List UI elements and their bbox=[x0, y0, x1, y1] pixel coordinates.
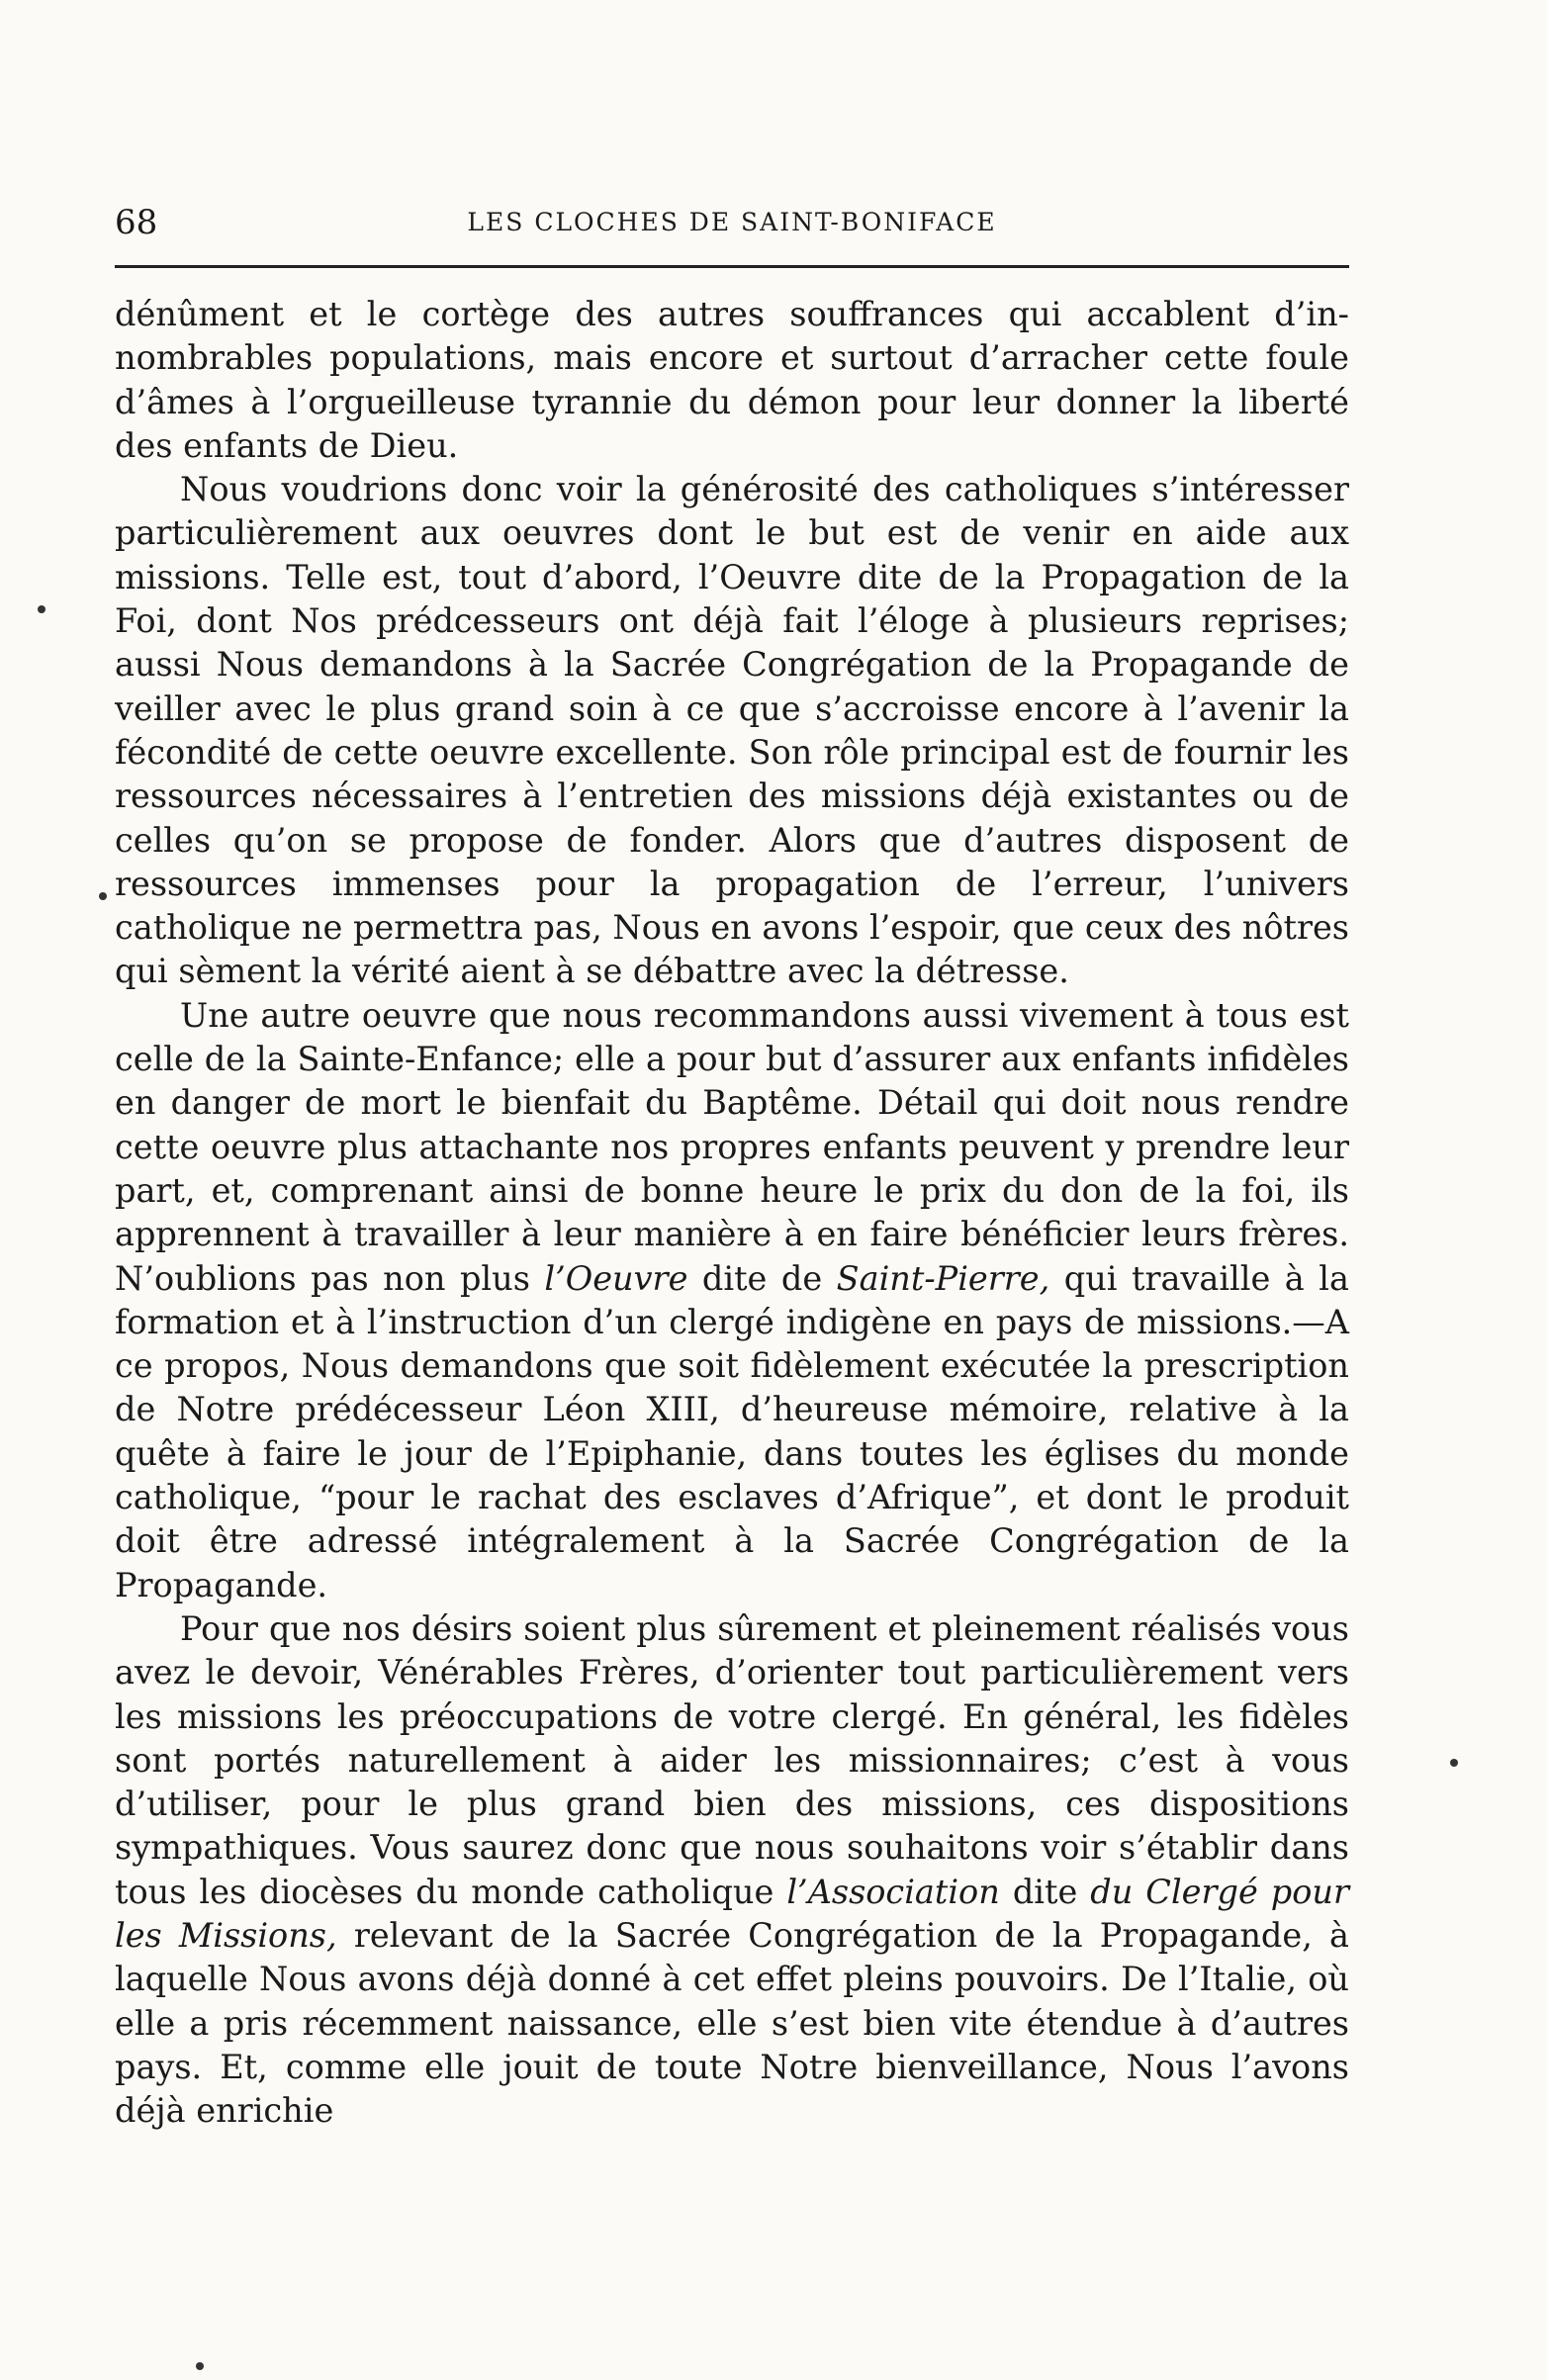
scan-speck bbox=[196, 2362, 204, 2370]
paragraph-4-text-c: relevant de la Sacrée Congrégation de la Propagande, à laquelle Nous avons déjà donné à cet effet pleins pouvoirs. De l’Italie, où elle a pris récemment naissance, elle s’est bien vite étendue à d’autres pays. Et, comme elle jouit de toute Notre bienveillance, Nous l’avons déjà enrichie bbox=[115, 1915, 1350, 2131]
paragraph-4-text-a: Pour que nos désirs soient plus sûrement et pleinement réalisés vous avez le devoir, Vénérables Frères, d’orienter tout particulièrement vers les missions les préoccupations de votre clergé. En général, les fidèles sont portés naturellement à aider les missionnaires; c’est à vous d’utiliser, pour le plus grand bien des missions, ces dispositions sympathiques. Vous saurez donc que nous souhaitons voir s’établir dans tous les diocèses du monde catholique bbox=[115, 1608, 1349, 1911]
page-number: 68 bbox=[115, 203, 158, 242]
paragraph-4 bbox=[115, 1607, 1349, 2134]
running-title: LES CLOCHES DE SAINT-BONIFACE bbox=[467, 208, 997, 236]
oeuvre-italic: l’Oeuvre bbox=[544, 1258, 688, 1298]
scan-speck bbox=[1450, 1759, 1458, 1767]
clerge-missions-italic: du Clergé pour les Missions, bbox=[115, 1872, 1349, 1955]
paragraph-2 bbox=[115, 468, 1349, 994]
association-italic: l’Association bbox=[786, 1872, 1000, 1911]
paragraph-3 bbox=[115, 994, 1349, 1607]
paragraph-3-text-a: Une autre oeuvre que nous recommandons aussi vivement à tous est celle de la Sainte-Enfance; elle a pour but d’assurer aux enfants infidèles en danger de mort le bienfait du Baptême. Détail qui doit nous rendre cette oeuvre plus attachante nos propres enfants peuvent y prendre leur part, et, comprenant ainsi de bonne heure le prix du don de la foi, ils apprennent à travailler à leur manière à en faire bénéficier leurs frères. N’oublions pas non plus bbox=[115, 995, 1349, 1298]
paragraph-3-text-c: qui travaille à la formation et à l’instruction d’un clergé indigène en pays de missions.—A ce propos, Nous demandons que soit fidèlement exécutée la prescription de Notre prédécesseur Léon XIII, d’heureuse mémoire, relative à la quête à faire le jour de l’Epiphanie, dans toutes les églises du monde catholique, “pour le rachat des esclaves d’Afrique”, et dont le produit doit être adressé intégralement à la Sacrée Congrégation de la Propagande. bbox=[115, 1258, 1349, 1604]
paragraph-1-text: dénûment et le cortège des autres souffrances qui accablent d’innombrables populations, mais encore et surtout d’arracher cette foule d’âmes à l’orgueilleuse tyrannie du démon pour leur donner la liberté des enfants de Dieu. bbox=[115, 295, 1349, 465]
page-header bbox=[115, 198, 1349, 253]
saint-pierre-italic: Saint-Pierre, bbox=[836, 1258, 1050, 1298]
body-text bbox=[115, 293, 1349, 2133]
scan-speck bbox=[38, 605, 46, 613]
header-rule bbox=[115, 265, 1349, 268]
paragraph-2-text: Nous voudrions donc voir la générosité des catholiques s’intéresser particulièrement aux oeuvres dont le but est de venir en aide aux missions. Telle est, tout d’abord, l’Oeuvre dite de la Propagation de la Foi, dont Nos prédcesseurs ont déjà fait l’éloge à plusieurs reprises; aussi Nous demandons à la Sacrée Congrégation de la Propagande de veiller avec le plus grand soin à ce que s’accroisse encore à l’avenir la fécondité de cette oeuvre excellente. Son rôle principal est de fournir les ressources nécessaires à l’entretien des missions déjà existantes ou de celles qu’on se propose de fonder. Alors que d’autres disposent de ressources immenses pour la propagation de l’erreur, l’univers catholique ne permettra pas, Nous en avons l’espoir, que ceux des nôtres qui sèment la vérité aient à se débattre avec la détresse. bbox=[115, 470, 1349, 991]
scan-speck bbox=[99, 892, 107, 900]
paragraph-3-text-b: dite de bbox=[687, 1258, 837, 1298]
paragraph-1 bbox=[115, 293, 1349, 468]
paragraph-4-text-b: dite bbox=[999, 1872, 1091, 1911]
